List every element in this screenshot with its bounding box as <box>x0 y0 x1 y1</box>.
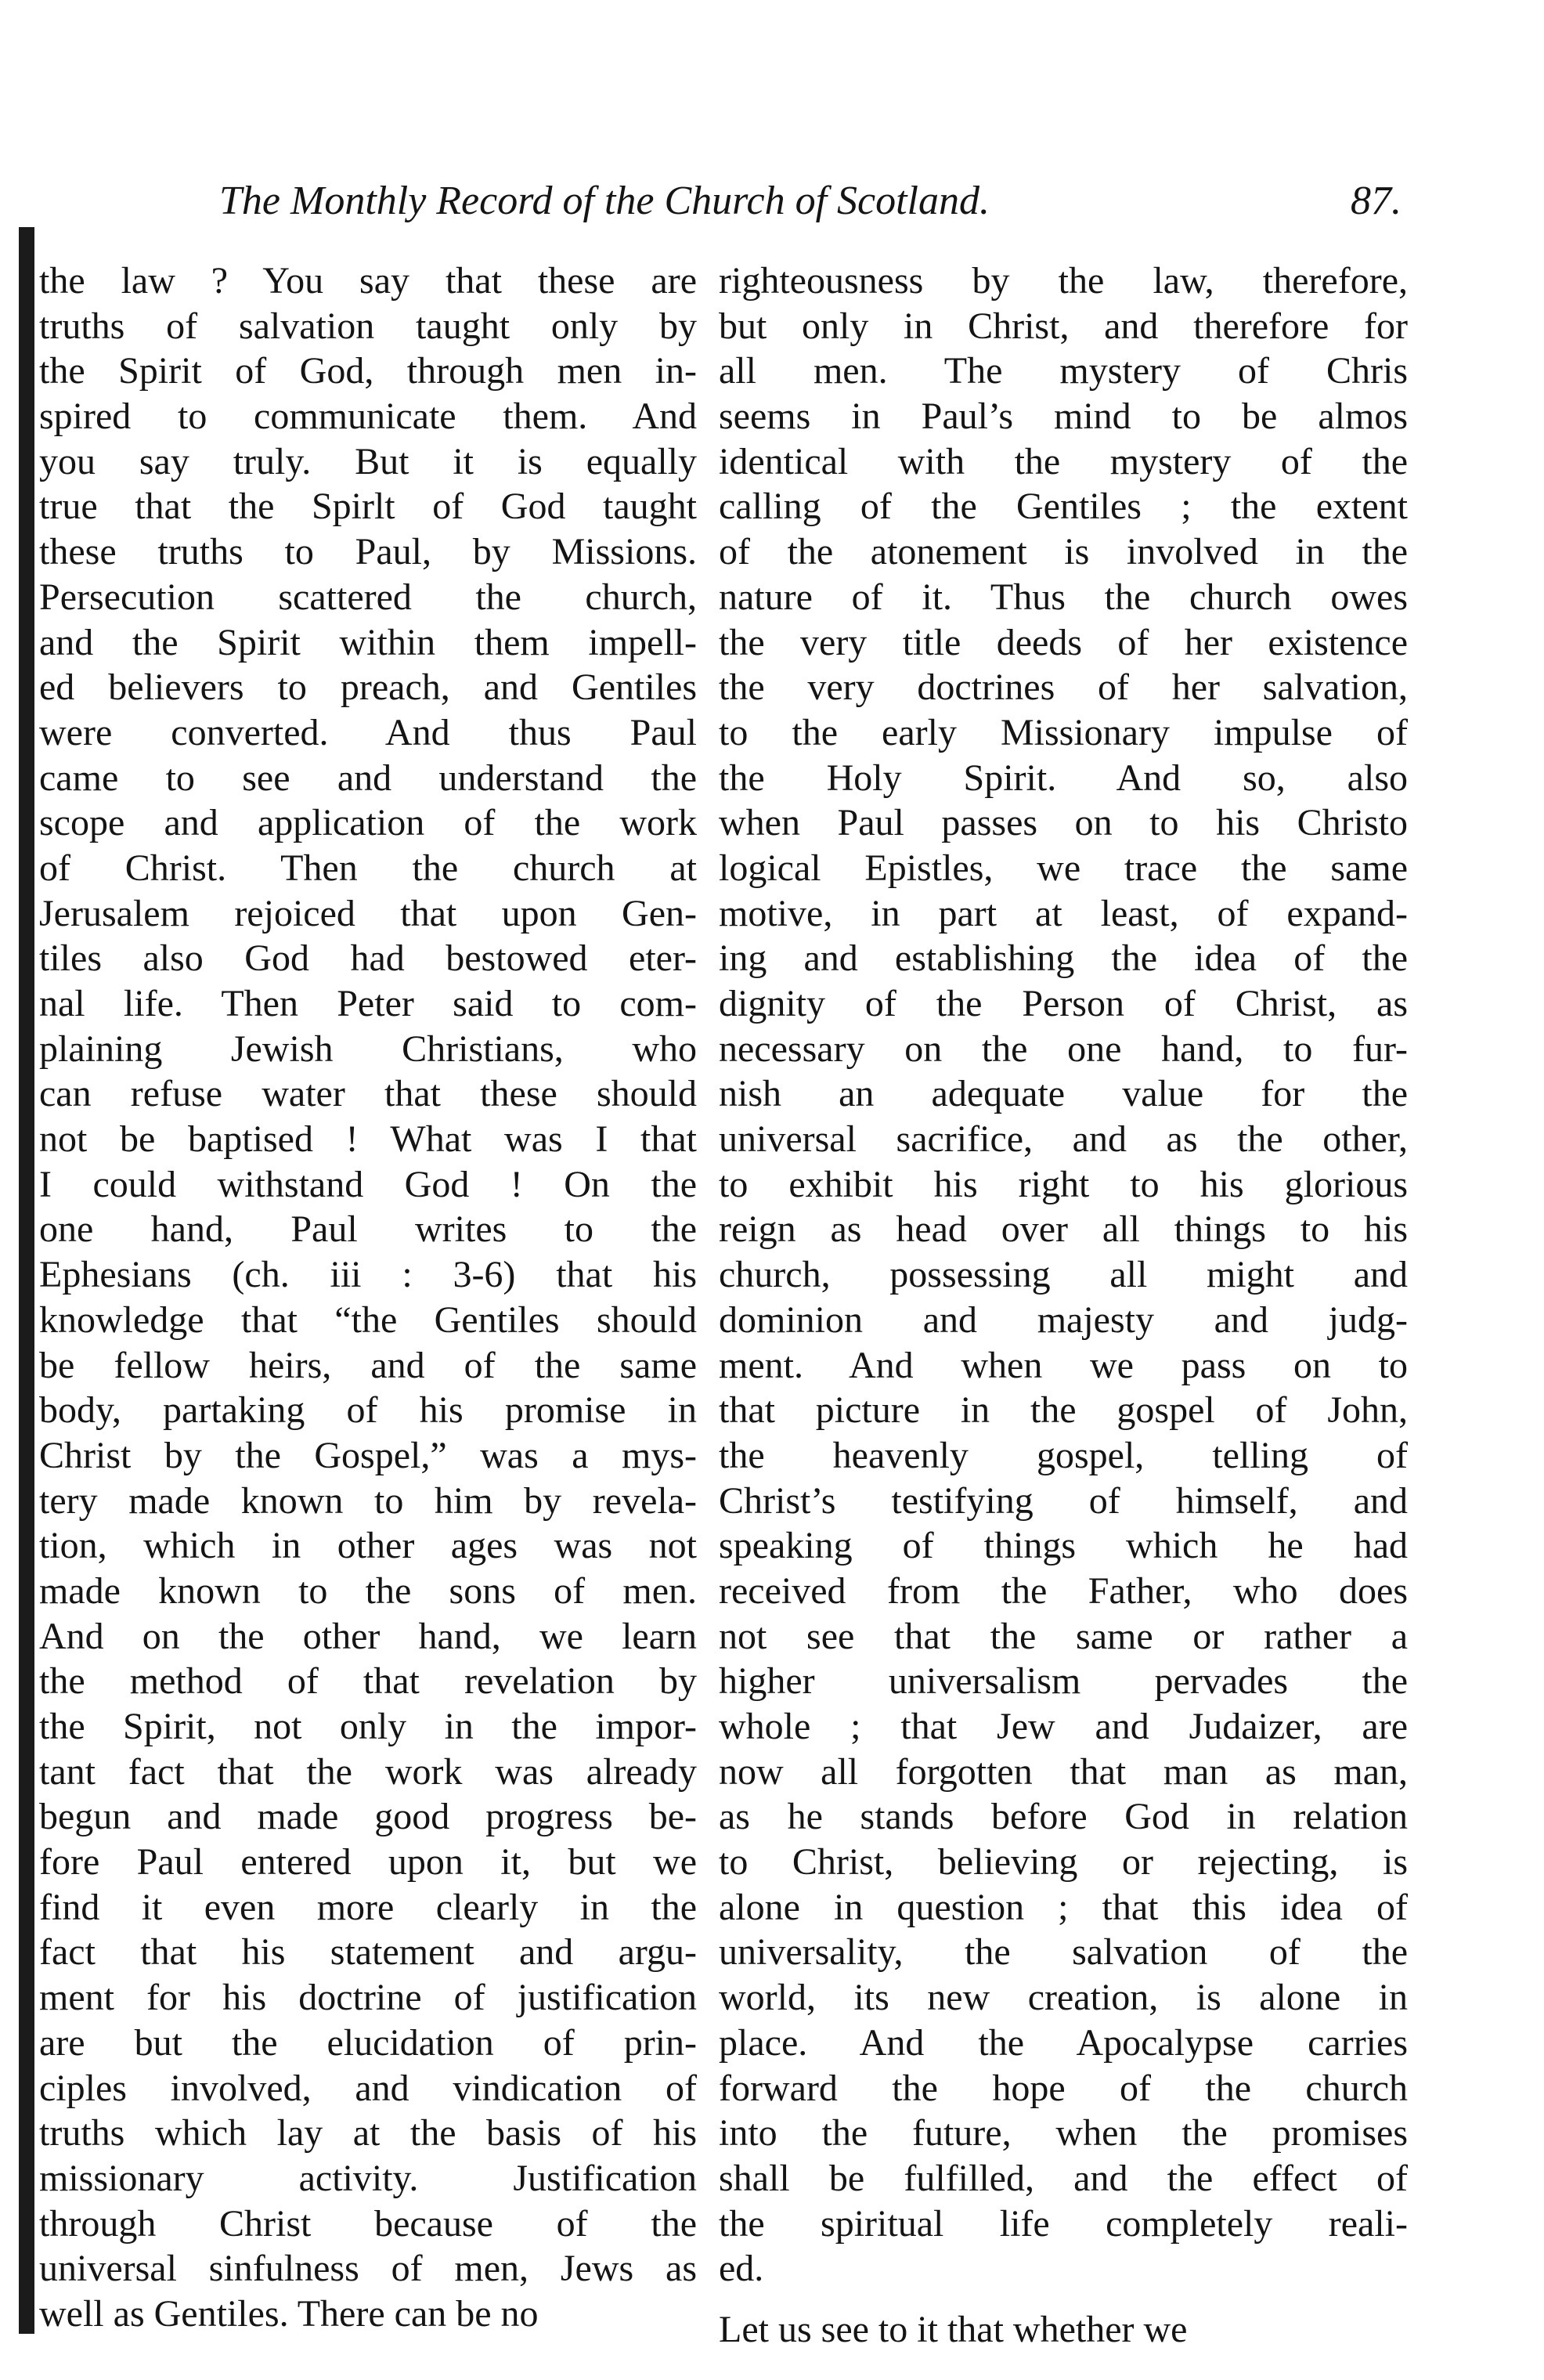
text-line: well as Gentiles. There can be no <box>39 2292 539 2335</box>
text-line: place. And the Apocalypse carries <box>719 2021 1408 2064</box>
text-line: tiles also God had bestowed eter- <box>39 937 697 980</box>
text-line: the spiritual life completely reali- <box>719 2202 1408 2245</box>
text-line: ing and establishing the idea of the <box>719 937 1408 980</box>
text-line: nal life. Then Peter said to com- <box>39 983 697 1024</box>
text-line: fact that his statement and argu- <box>39 1931 697 1974</box>
text-line: universal sinfulness of men, Jews as <box>39 2248 697 2290</box>
text-line: fore Paul entered upon it, but we <box>39 1841 697 1883</box>
text-line: of the atonement is involved in the <box>719 531 1408 573</box>
text-line: nature of it. Thus the church owes <box>719 576 1408 618</box>
text-line: Ephesians (ch. iii : 3-6) that his <box>39 1254 697 1296</box>
text-line: one hand, Paul writes to the <box>39 1208 697 1251</box>
text-line: begun and made good progress be- <box>39 1796 697 1838</box>
running-header <box>219 174 1402 229</box>
text-line: nish an adequate value for the <box>719 1073 1408 1115</box>
text-line: received from the Father, who does <box>719 1569 1408 1612</box>
text-line: the Holy Spirit. And so, also <box>719 757 1408 799</box>
journal-title: The Monthly Record of the Church of Scotland. <box>219 179 990 223</box>
text-line: ciples involved, and vindication of <box>39 2067 697 2109</box>
text-line: truths which lay at the basis of his <box>39 2112 697 2154</box>
binding-edge-shadow <box>19 227 34 2334</box>
text-line: the very doctrines of her salvation, <box>719 666 1408 709</box>
text-line: all men. The mystery of Chris <box>719 350 1408 392</box>
text-line: came to see and understand the <box>39 757 697 799</box>
text-line: you say truly. But it is equally <box>39 440 697 482</box>
text-line: tion, which in other ages was not <box>39 1525 697 1567</box>
text-line: of Christ. Then the church at <box>39 847 697 889</box>
text-line: identical with the mystery of the <box>719 440 1408 482</box>
text-line: plaining Jewish Christians, who <box>39 1027 697 1070</box>
text-line: calling of the Gentiles ; the extent <box>719 486 1408 528</box>
text-line: whole ; that Jew and Judaizer, are <box>719 1706 1408 1747</box>
text-line: tery made known to him by revela- <box>39 1479 697 1522</box>
text-line: shall be fulfilled, and the effect of <box>719 2157 1408 2199</box>
text-line: as he stands before God in relation <box>719 1796 1408 1838</box>
text-line: higher universalism pervades the <box>719 1660 1408 1703</box>
text-line: the heavenly gospel, telling of <box>719 1434 1408 1476</box>
text-line: be fellow heirs, and of the same <box>39 1344 697 1386</box>
text-line: spired to communicate them. And <box>39 395 697 438</box>
text-line: righteousness by the law, therefore, <box>719 260 1408 302</box>
text-line: Christ’s testifying of himself, and <box>719 1479 1408 1522</box>
text-line: find it even more clearly in the <box>39 1886 697 1928</box>
text-line: not be baptised ! What was I that <box>39 1118 697 1161</box>
right-text-column <box>719 258 1408 2353</box>
text-line: true that the Spirlt of God taught <box>39 486 697 528</box>
text-line: I could withstand God ! On the <box>39 1163 697 1205</box>
text-line: speaking of things which he had <box>719 1525 1408 1567</box>
left-text-column <box>39 258 697 2337</box>
text-line: Jerusalem rejoiced that upon Gen- <box>39 892 697 934</box>
text-line: and the Spirit within them impell- <box>39 621 697 663</box>
text-line: Persecution scattered the church, <box>39 576 697 618</box>
text-line: world, its new creation, is alone in <box>719 1977 1408 2019</box>
text-line: these truths to Paul, by Missions. <box>39 531 697 573</box>
text-line: now all forgotten that man as man, <box>719 1750 1408 1793</box>
text-line: when Paul passes on to his Christo <box>719 802 1408 844</box>
text-line: to Christ, believing or rejecting, is <box>719 1841 1408 1883</box>
text-line: universal sacrifice, and as the other, <box>719 1118 1408 1161</box>
text-line: reign as head over all things to his <box>719 1208 1408 1251</box>
text-line: the method of that revelation by <box>39 1660 697 1703</box>
text-line: not see that the same or rather a <box>719 1615 1408 1657</box>
text-line: to the early Missionary impulse of <box>719 711 1408 753</box>
text-line: ment. And when we pass on to <box>719 1344 1408 1386</box>
text-line: into the future, when the promises <box>719 2112 1408 2154</box>
text-line: missionary activity. Justification <box>39 2157 697 2199</box>
text-line: the very title deeds of her existence <box>719 621 1408 663</box>
text-line: dominion and majesty and judg- <box>719 1298 1408 1341</box>
text-line: ment for his doctrine of justification <box>39 1977 697 2019</box>
text-line: forward the hope of the church <box>719 2067 1408 2109</box>
text-line: scope and application of the work <box>39 802 697 844</box>
page-number: 87. <box>1351 179 1402 223</box>
text-line: the law ? You say that these are <box>39 260 697 302</box>
text-line: necessary on the one hand, to fur- <box>719 1027 1408 1070</box>
text-line: tant fact that the work was already <box>39 1750 697 1793</box>
text-line: through Christ because of the <box>39 2202 697 2245</box>
text-line: Christ by the Gospel,” was a mys- <box>39 1434 697 1476</box>
text-line: to exhibit his right to his glorious <box>719 1163 1408 1205</box>
text-line: but only in Christ, and therefore for <box>719 305 1408 347</box>
text-line: seems in Paul’s mind to be almos <box>719 395 1408 438</box>
text-line: that picture in the gospel of John, <box>719 1389 1408 1432</box>
text-line: body, partaking of his promise in <box>39 1389 697 1432</box>
text-line: were converted. And thus Paul <box>39 711 697 753</box>
text-line: logical Epistles, we trace the same <box>719 847 1408 889</box>
text-line: the Spirit of God, through men in- <box>39 350 697 392</box>
text-line: church, possessing all might and <box>719 1254 1408 1296</box>
text-line: are but the elucidation of prin- <box>39 2021 697 2064</box>
text-line: motive, in part at least, of expand- <box>719 892 1408 934</box>
text-line: truths of salvation taught only by <box>39 305 697 347</box>
text-line: ed. <box>719 2248 764 2290</box>
text-line: dignity of the Person of Christ, as <box>719 983 1408 1024</box>
text-line: can refuse water that these should <box>39 1073 697 1115</box>
text-line: alone in question ; that this idea of <box>719 1886 1408 1928</box>
text-line: ed believers to preach, and Gentiles <box>39 666 697 709</box>
text-line: universality, the salvation of the <box>719 1931 1408 1974</box>
text-line: And on the other hand, we learn <box>39 1615 697 1657</box>
text-line: knowledge that “the Gentiles should <box>39 1298 697 1341</box>
text-line: the Spirit, not only in the impor- <box>39 1706 697 1747</box>
text-line: Let us see to it that whether we <box>719 2308 1188 2350</box>
text-line: made known to the sons of men. <box>39 1569 697 1612</box>
